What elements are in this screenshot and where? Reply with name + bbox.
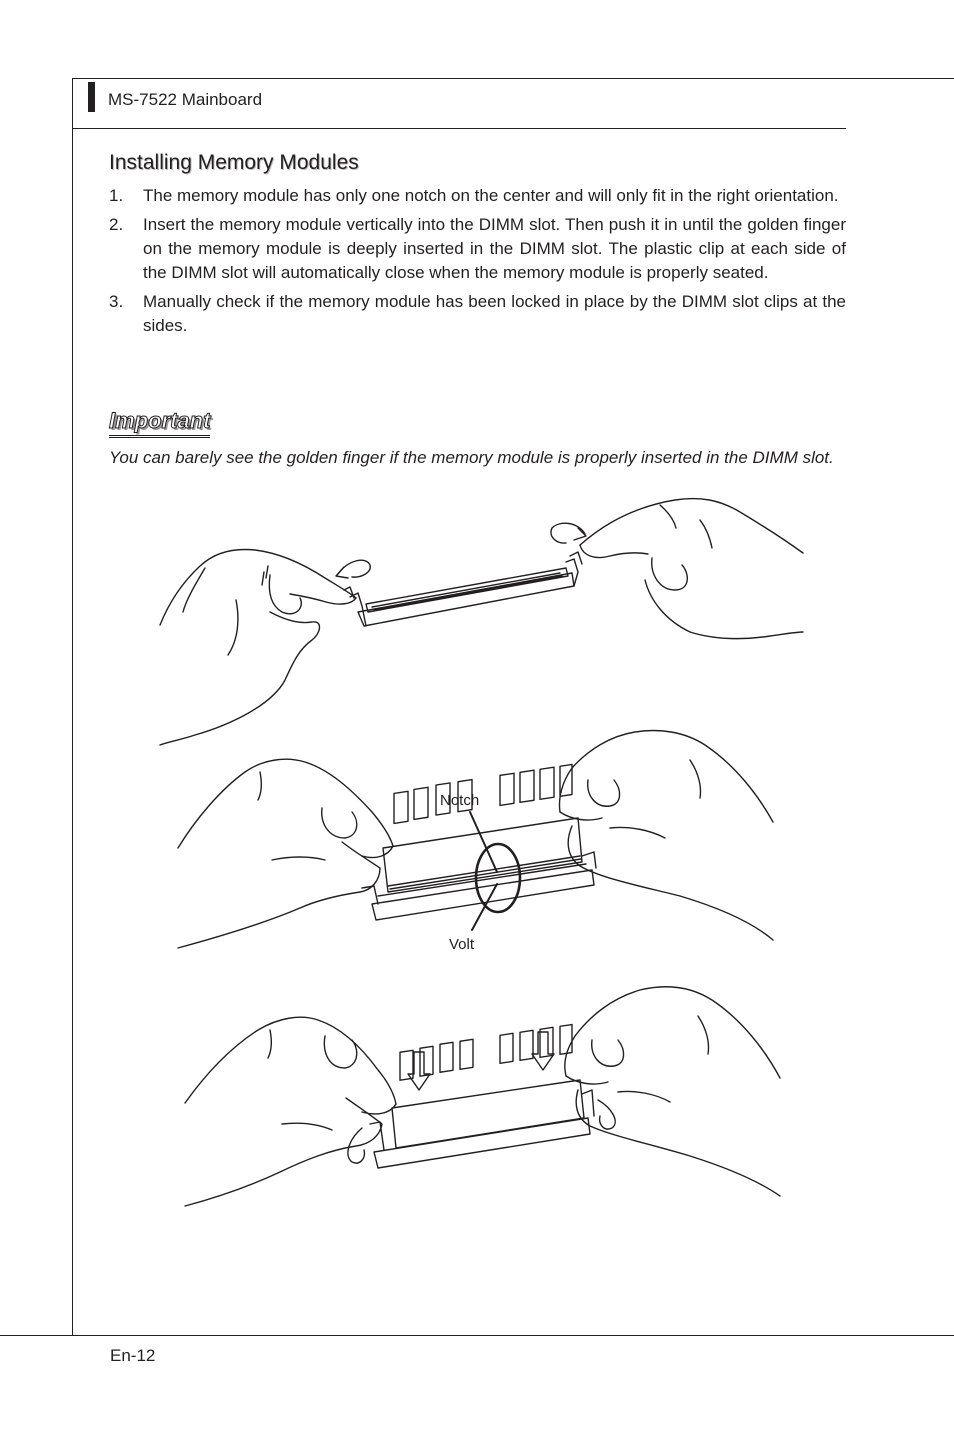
header-rule (72, 128, 846, 129)
notch-callout-label: Notch (440, 792, 480, 809)
clip-close-arrow-right-icon (598, 1100, 615, 1129)
step-item (109, 290, 846, 338)
memory-chip (560, 1025, 572, 1055)
header-marker-bar (88, 82, 95, 112)
volt-callout-label: Volt (449, 936, 475, 953)
memory-chip (500, 1033, 513, 1063)
clip-open-arrow-left-head-icon (336, 567, 348, 578)
left-hand-icon (160, 550, 356, 745)
memory-chip (414, 787, 428, 819)
clip-open-arrow-right-head-icon (574, 528, 586, 540)
figure-open-slot-clips (160, 499, 803, 746)
notch-leader-line (470, 812, 497, 872)
figure-align-notch (178, 731, 773, 948)
step-number: 2. (109, 215, 124, 234)
page-frame-bottom-rule (0, 1335, 954, 1336)
step-number: 3. (109, 292, 124, 311)
important-heading: Important (109, 408, 210, 438)
important-note: You can barely see the golden finger if the memory module is properly inserted in the DIMM slot. (109, 448, 834, 467)
right-hand-icon (565, 987, 780, 1196)
step-number: 1. (109, 186, 124, 205)
step-text: Manually check if the memory module has been locked in place by the DIMM slot clips at the sides. (143, 292, 846, 335)
memory-chip (520, 770, 534, 802)
section-title: Installing Memory Modules (109, 151, 359, 174)
page-frame-top-rule (72, 78, 954, 79)
memory-chip (500, 773, 514, 805)
step-item (109, 213, 846, 285)
right-hand-icon (560, 731, 774, 940)
memory-installation-illustration (0, 490, 954, 1220)
memory-module (383, 764, 582, 892)
dimm-slot (370, 1090, 594, 1168)
installation-steps-list (109, 184, 846, 343)
memory-chip (460, 1039, 473, 1069)
memory-chip (540, 767, 554, 799)
step-text: The memory module has only one notch on the center and will only fit in the right orientation. (143, 186, 839, 205)
left-hand-icon (185, 1017, 396, 1206)
push-down-arrow-right-icon (532, 1032, 554, 1070)
volt-leader-line (472, 884, 497, 930)
memory-chip (520, 1030, 533, 1060)
memory-chip (560, 764, 572, 796)
right-hand-icon (580, 499, 803, 639)
step-text: Insert the memory module vertically into the DIMM slot. Then push it in until the golden finger on the memory module is deeply inserted in the DIMM slot. The plastic clip at each side of the DIMM slot will automatically close when the memory module is properly seated. (143, 215, 846, 282)
push-down-arrow-left-icon (408, 1052, 430, 1090)
memory-chip (440, 1042, 453, 1072)
left-hand-icon (178, 759, 393, 948)
memory-chip (400, 1050, 413, 1080)
memory-chip (394, 791, 408, 823)
page-number: En-12 (110, 1346, 156, 1365)
dimm-slot-open (344, 552, 582, 626)
running-header-title: MS-7522 Mainboard (108, 90, 263, 109)
memory-chip (420, 1046, 433, 1076)
clip-open-arrow-right-icon (551, 523, 585, 543)
figure-push-module (185, 987, 780, 1206)
step-item (109, 184, 846, 208)
